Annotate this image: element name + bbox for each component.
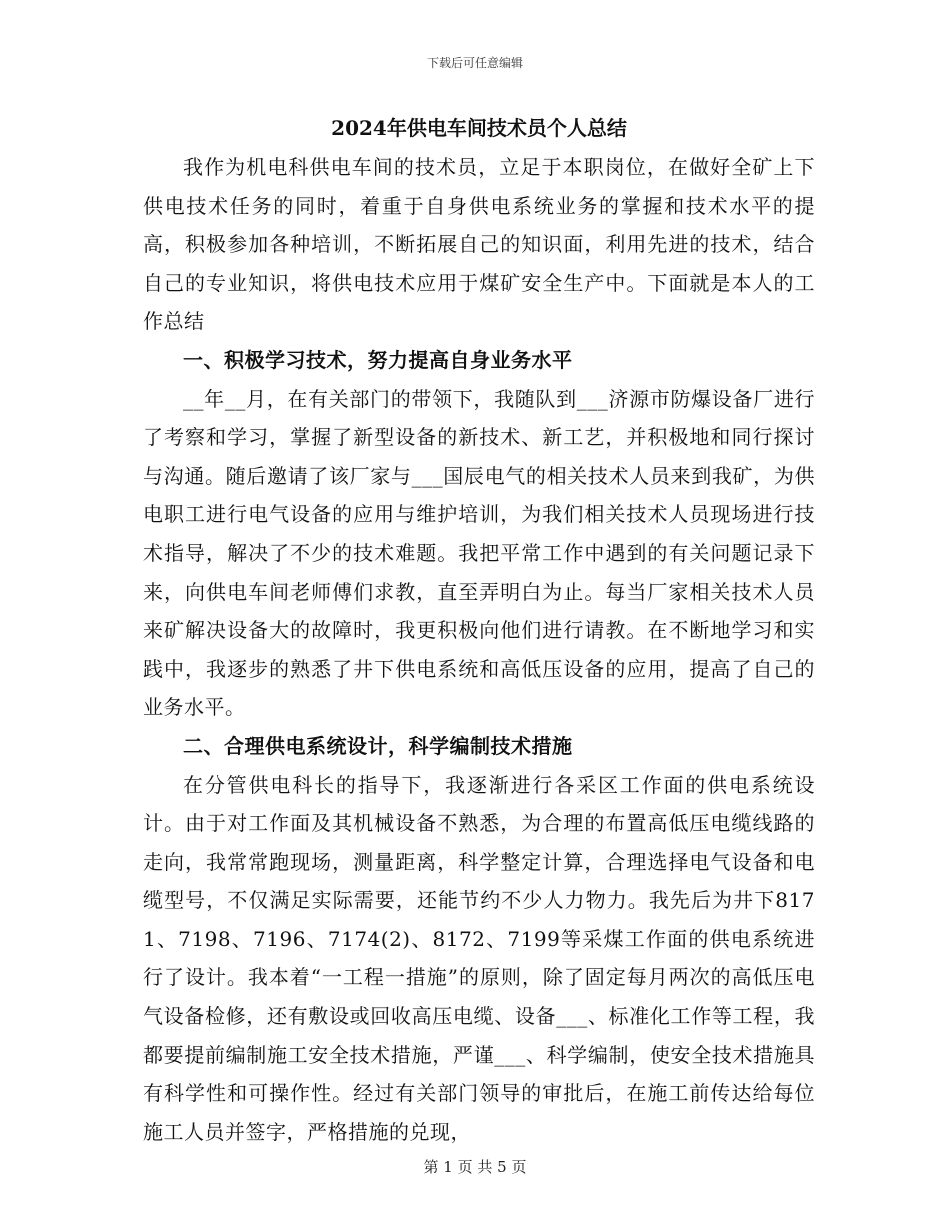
document-title: 2024年供电车间技术员个人总结	[331, 116, 627, 140]
intro-paragraph: 我作为机电科供电车间的技术员，立足于本职岗位，在做好全矿上下供电技术任务的同时，着重于自身供电系统业务的掌握和技术水平的提高，积极参加各种培训，不断拓展自己的知识面，利用先进的技术，结合自己的专业知识，将供电技术应用于煤矿安全生产中。下面就是本人的工作总结	[143, 155, 815, 334]
page-header: 下载后可任意编辑	[426, 56, 523, 70]
section-2-paragraph: 在分管供电科长的指导下，我逐渐进行各采区工作面的供电系统设计。由于对工作面及其机械设备不熟悉，为合理的布置高低压电缆线路的走向，我常常跑现场，测量距离，科学整定计算，合理选择电气设备和电缆型号，不仅满足实际需要，还能节约不少人力物力。我先后为井下8171、7198、7196、7174(2)、8172、7199等采煤工作面的供电系统进行了设计。我本着“一工程一措施”的原则，除了固定每月两次的高低压电气设备检修，还有敷设或回收高压电缆、设备___、标准化工作等工程，我都要提前编制施工安全技术措施，严谨___、科学编制，使安全技术措施具有科学性和可操作性。经过有关部门领导的审批后，在施工前传达给每位施工人员并签字，严格措施的兑现，	[143, 772, 815, 1144]
page-footer: 第 1 页 共 5 页	[423, 1158, 527, 1176]
section-1-heading: 一、积极学习技术，努力提高自身业务水平	[183, 347, 573, 372]
section-1-paragraph: __年__月，在有关部门的带领下，我随队到___济源市防爆设备厂进行了考察和学习，掌握了新型设备的新技术、新工艺，并积极地和同行探讨与沟通。随后邀请了该厂家与___国辰电气的相关技术人员来到我矿，为供电职工进行电气设备的应用与维护培训，为我们相关技术人员现场进行技术指导，解决了不少的技术难题。我把平常工作中遇到的有关问题记录下来，向供电车间老师傅们求教，直至弄明白为止。每当厂家相关技术人员来矿解决设备大的故障时，我更积极向他们进行请教。在不断地学习和实践中，我逐步的熟悉了井下供电系统和高低压设备的应用，提高了自己的业务水平。	[143, 386, 815, 720]
document-body	[143, 110, 815, 1151]
section-2-heading: 二、合理供电系统设计，科学编制技术措施	[183, 733, 573, 758]
